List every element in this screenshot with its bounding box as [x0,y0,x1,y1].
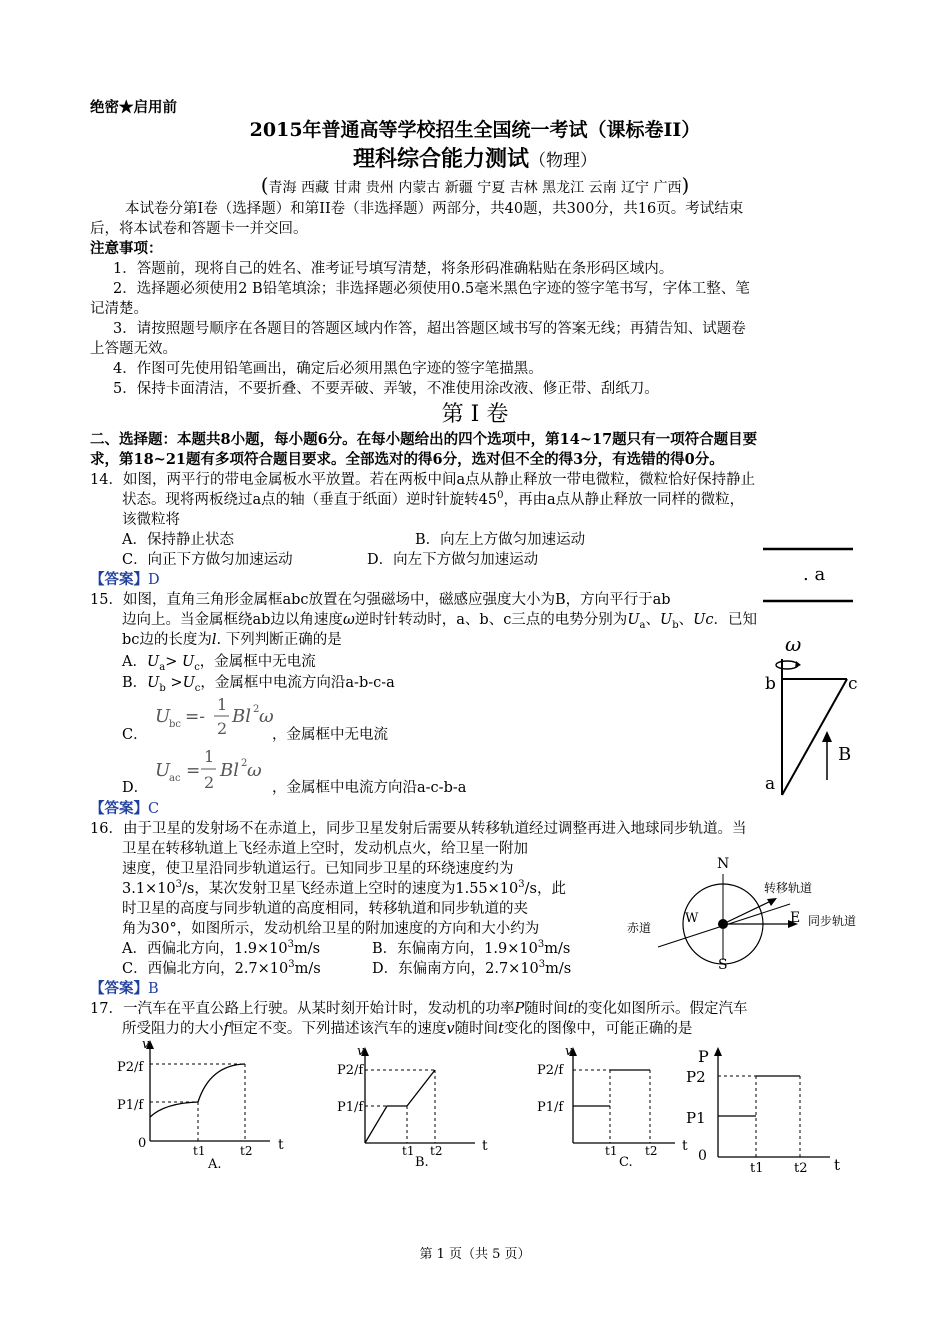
q15-option-d-label: D． [122,780,149,796]
q16-line-2: 卫星在转移轨道上飞经赤道上空时，发动机点火，给卫星一附加 [122,841,528,857]
curve-segment-2 [198,1064,245,1102]
velocity-line [365,1070,435,1143]
q14-plates-figure [755,540,865,610]
q14-option-b: B．向左上方做匀加速运动 [415,532,586,548]
svg-text:v: v [142,1037,150,1052]
svg-text:t2: t2 [240,1144,253,1158]
svg-text:t: t [278,1137,284,1153]
q15-formula-c [150,690,275,745]
svg-text:A.: A. [208,1157,222,1172]
svg-text:P2: P2 [686,1068,706,1086]
q16-option-c: C．西偏北方向，$2.7\times 10^3m/s$ [122,959,321,977]
svg-text:v: v [357,1044,365,1059]
east-label: E [790,910,801,926]
q14-option-a: A．保持静止状态 [122,532,234,548]
vertex-a-label: a [765,774,776,794]
q17-graph-c [535,1040,700,1170]
edge-ac [782,679,847,795]
note-3b: 上答题无效。 [90,341,177,357]
svg-text:P1/f: P1/f [537,1100,564,1115]
svg-text:t2: t2 [645,1144,658,1158]
svg-text:Bl: Bl [232,706,251,727]
note-3a: 3．请按照题号顺序在各题目的答题区域内作答，超出答题区域书写的答案无线；再猜告知、试题卷 [113,321,746,337]
q16-line-1: 16．由于卫星的发射场不在赤道上，同步卫星发射后需要从转移轨道经过调整再进入地球同步轨道。当 [90,821,747,837]
svg-text:0: 0 [138,1136,147,1151]
svg-text:t: t [482,1138,488,1154]
q14-line-3: 该微粒将 [122,512,180,528]
svg-text:v: v [565,1044,573,1059]
vertex-b-label: b [765,674,776,694]
sync-orbit-label: 同步轨道 [808,914,857,928]
q14-line-2: 状态。现将两板绕过a点的轴（垂直于纸面）逆时针旋转$45^0$，再由a点从静止释放一同样的微粒， [122,490,745,508]
svg-text:t1: t1 [402,1144,415,1158]
svg-text:P1/f: P1/f [117,1098,144,1113]
province-list: (青海 西藏 甘肃 贵州 内蒙古 新疆 宁夏 吉林 黑龙江 云南 辽宁 广西) [260,173,690,197]
svg-text:P1: P1 [686,1109,706,1127]
q15-option-c-text: ，金属框中无电流 [272,727,388,743]
note-4: 4．作图可先使用铅笔画出，确定后必须用黑色字迹的签字笔描黑。 [113,361,543,377]
q17-graph-a [115,1035,295,1175]
intro-line-2: 后，将本试卷和答题卡一并交回。 [90,221,308,237]
svg-text:P: P [698,1047,709,1066]
equator-label: 赤道 [627,921,652,935]
q16-orbit-figure [625,852,870,972]
q15-option-c-label: C． [122,727,148,743]
q16-option-b: B．东偏南方向，$1.9\times 10^3m/s$ [372,939,571,957]
svg-text:ω: ω [259,706,274,727]
section-line-2: 求，第18~21题有多项符合题目要求。全部选对的得6分，选对但不全的得3分，有选错的得0分。 [90,451,724,468]
q16-line-5: 时卫星的高度与同步轨道的高度相同，转移轨道和同步轨道的夹 [122,901,528,917]
page-footer: 第 1 页（共 5 页） [419,1247,531,1262]
point-a-label: . a [803,564,826,585]
q16-line-6: 角为30°，如图所示，发动机给卫星的附加速度的方向和大小约为 [122,921,540,937]
svg-text:2: 2 [204,773,215,792]
svg-text:=: = [186,761,201,781]
subtitle-main: 理科综合能力测试 [352,146,529,172]
intro-line-1: 本试卷分第I卷（选择题）和第II卷（非选择题）两部分，共40题，共300分，共16页。考试结束 [125,201,744,217]
svg-text:=-: =- [185,707,205,727]
q15-line-3: bc边的长度为l. 下列判断正确的是 [122,632,342,648]
south-label: S [718,957,728,972]
province-names: 青海 西藏 甘肃 贵州 内蒙古 新疆 宁夏 吉林 黑龙江 云南 辽宁 广西 [268,180,682,196]
svg-text:t1: t1 [605,1144,618,1158]
svg-text:ω: ω [247,760,262,781]
svg-text:B.: B. [415,1155,429,1170]
svg-text:2: 2 [217,719,228,738]
vertex-c-label: c [848,674,858,694]
svg-text:0: 0 [698,1148,707,1164]
q14-option-c: C．向正下方做匀加速运动 [122,552,293,568]
q17-graph-b [335,1040,500,1170]
q16-option-d: D．东偏南方向，$2.7\times 10^3m/s$ [372,959,572,977]
svg-text:t: t [834,1156,841,1174]
q15-triangle-figure [755,632,865,802]
svg-text:1: 1 [204,747,215,766]
svg-text:Bl: Bl [220,760,239,781]
q17-power-graph [680,1040,855,1180]
q15-line-2: 边向上。当金属框绕ab边以角速度ω逆时针转动时，a、b、c三点的电势分别为$U_a$、$U_b$、Uc．已知 [122,612,757,631]
exam-subtitle [0,146,950,174]
svg-text:ac: ac [169,773,181,784]
west-label: W [685,911,699,926]
svg-text:t1: t1 [193,1144,206,1158]
q16-option-a: A．西偏北方向，$1.9\times 10^3m/s$ [122,939,321,957]
q15-option-b: B．$U_b >U_c$，金属框中电流方向沿a-b-c-a [122,675,395,694]
transfer-orbit-label: 转移轨道 [764,881,813,895]
q17-line-1: 17．一汽车在平直公路上行驶。从某时刻开始计时，发动机的功率P随时间t的变化如图所示。假定汽车 [90,1001,748,1017]
rotation-arrow-icon [776,661,798,669]
svg-text:1: 1 [217,695,228,714]
field-b-label: B [838,744,852,765]
q14-answer: 【答案】D [90,571,160,588]
svg-text:U: U [155,706,171,727]
q16-answer: 【答案】B [90,980,159,997]
omega-label: ω [785,632,802,656]
svg-text:P2/f: P2/f [117,1060,144,1075]
q15-formula-d [150,742,275,794]
secret-label: 绝密★启用前 [90,99,177,116]
svg-text:bc: bc [169,719,182,730]
q15-option-a: A．$U_a> U_c$，金属框中无电流 [122,654,316,673]
q16-line-3: 速度，使卫星沿同步轨道运行。已知同步卫星的环绕速度约为 [122,861,514,877]
notes-heading: 注意事项： [90,240,163,257]
svg-text:C.: C. [619,1155,633,1170]
svg-text:2: 2 [241,758,248,769]
svg-text:P1/f: P1/f [337,1100,364,1115]
note-2b: 记清楚。 [90,301,148,317]
q17-line-2: 所受阻力的大小f恒定不变。下列描述该汽车的速度v随时间t变化的图像中，可能正确的是 [122,1021,693,1037]
svg-text:2: 2 [253,704,260,715]
svg-text:P2/f: P2/f [337,1063,364,1078]
curve-segment-1 [150,1102,198,1117]
svg-text:U: U [155,760,171,781]
exam-title: 2015年普通高等学校招生全国统一考试（课标卷II） [249,119,701,141]
volume-title: 第 I 卷 [441,402,509,427]
svg-text:t2: t2 [430,1144,443,1158]
svg-text:t2: t2 [794,1161,808,1176]
q14-line-1: 14．如图，两平行的带电金属板水平放置。若在两板中间a点从静止释放一带电微粒，微粒恰好保持静止 [90,472,756,488]
q16-line-4: $3.1\times 10^3/s$，某次发射卫星飞经赤道上空时的速度为$1.55\times 10^3/s$，此 [122,879,566,897]
note-1: 1．答题前，现将自己的姓名、准考证号填写清楚，将条形码准确粘贴在条形码区域内。 [113,261,674,277]
section-line-1: 二、选择题：本题共8小题，每小题6分。在每小题给出的四个选项中，第14~17题只有一项符合题目要 [90,431,758,448]
q15-line-1: 15．如图，直角三角形金属框abc放置在匀强磁场中，磁感应强度大小为B，方向平行于ab [90,592,671,608]
q15-answer: 【答案】C [90,800,160,817]
svg-text:t1: t1 [750,1161,764,1176]
north-label: N [717,856,730,872]
note-5: 5．保持卡面清洁，不要折叠、不要弄破、弄皱，不准使用涂改液、修正带、刮纸刀。 [113,381,659,397]
svg-text:t: t [682,1138,688,1154]
note-2a: 2．选择题必须使用2 B铅笔填涂；非选择题必须使用0.5毫米黑色字迹的签字笔书写，字体工整、笔 [113,281,750,297]
q14-option-d: D．向左下方做匀加速运动 [367,552,539,568]
q15-option-d-text: ，金属框中电流方向沿a-c-b-a [272,780,467,796]
subtitle-sub: （物理） [529,151,597,171]
svg-text:P2/f: P2/f [537,1063,564,1078]
